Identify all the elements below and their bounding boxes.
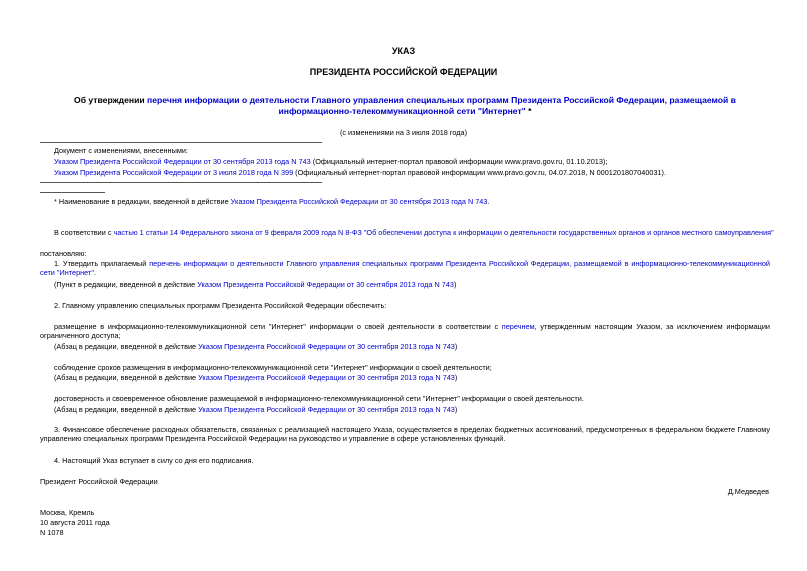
basis-law-link[interactable]: частью 1 статьи 14 Федерального закона от 9 февраля 2009 года N 8-ФЗ "Об обеспечении доступа к информации о деятельности государственных органов и органов местного самоуправления" [113,228,774,237]
change-item-link[interactable]: Указом Президента Российской Федерации от 3 июля 2018 года N 399 [54,168,294,177]
paragraph-note [54,373,457,382]
point-2c: достоверность и своевременное обновление размещаемой в информационно-телекоммуникационной сети "Интернет" информации о своей деятельности. [54,394,584,403]
note-prefix: (Абзац в редакции, введенной в действие [54,405,199,414]
footnote-suffix: . [487,197,490,206]
point-2a-suffix: , утвержденным настоящим Указом, за исключением информации ограниченного доступа; [40,322,770,341]
footnote-link[interactable]: Указом Президента Российской Федерации от 30 сентября 2013 года N 743 [230,197,488,206]
basis-prefix: В соответствии с [54,228,114,237]
signing-place: Москва, Кремль [40,508,95,517]
point-1-suffix: . [93,268,96,278]
footnote [54,197,489,206]
title-link[interactable]: перечня информации о деятельности Главного управления специальных программ Президента Российской Федерации, размещаемой в информационно-телекоммуникационной сети "Интернет" [147,95,736,116]
divider [40,182,322,183]
list-link[interactable]: перечнем [501,322,535,331]
note-suffix: ) [454,373,458,382]
change-item-text: (Официальный интернет-портал правовой информации www.pravo.gov.ru, 04.07.2018, N 0001201807040031). [293,168,667,177]
paragraph-note [54,405,457,414]
divider [40,142,322,143]
point-2a-prefix: размещение в информационно-телекоммуникационной сети "Интернет" информации о своей деятельности в соответствии с [54,322,502,331]
point-1-note [54,280,456,289]
note-link[interactable]: Указом Президента Российской Федерации от 30 сентября 2013 года N 743 [198,405,455,414]
change-item [54,168,666,177]
signatory-position: Президент Российской Федерации [40,477,158,486]
footnote-prefix: * Наименование в редакции, введенной в действие [54,197,231,206]
signing-date: 10 августа 2011 года [40,518,110,527]
point-2b: соблюдение сроков размещения в информационно-телекоммуникационной сети "Интернет" информации о своей деятельности; [54,363,492,372]
note-suffix: ) [453,280,457,289]
decree-word: постановляю: [40,249,87,258]
note-link[interactable]: Указом Президента Российской Федерации от 30 сентября 2013 года N 743 [198,342,455,351]
basis-paragraph [54,228,774,237]
revision-note: (с изменениями на 3 июля 2018 года) [339,128,468,137]
decree-heading: УКАЗ [391,46,416,56]
change-item [54,157,607,166]
footnote-divider [40,192,105,193]
signatory-name: Д.Медведев [727,487,769,496]
note-prefix: (Абзац в редакции, введенной в действие [54,342,199,351]
note-prefix: (Абзац в редакции, введенной в действие [54,373,199,382]
title-prefix: Об утверждении [74,95,148,105]
title-suffix: * [525,106,532,116]
note-link[interactable]: Указом Президента Российской Федерации от 30 сентября 2013 года N 743 [198,373,455,382]
point-1-prefix: 1. Утвердить прилагаемый [54,259,150,268]
changes-intro: Документ с изменениями, внесенными: [54,146,188,155]
note-prefix: (Пункт в редакции, введенной в действие [54,280,198,289]
point-2: 2. Главному управлению специальных программ Президента Российской Федерации обеспечить: [54,301,387,310]
change-item-link[interactable]: Указом Президента Российской Федерации от 30 сентября 2013 года N 743 [54,157,311,166]
document-title [40,95,770,117]
note-link[interactable]: Указом Президента Российской Федерации от 30 сентября 2013 года N 743 [197,280,454,289]
point-1 [40,259,770,278]
note-suffix: ) [454,405,458,414]
point-2a [40,322,770,341]
point-3: 3. Финансовое обеспечение расходных обязательств, связанных с реализацией настоящего Указа, осуществляется в пределах бюджетных ассигнований, предусмотренных в федеральном бюджете Главному управлению специальных программ Президента Российской Федерации на руководство и управление в сфере установленных функций. [40,425,770,444]
note-suffix: ) [454,342,458,351]
paragraph-note [54,342,457,351]
change-item-text: (Официальный интернет-портал правовой информации www.pravo.gov.ru, 01.10.2013); [310,157,608,166]
point-1-link[interactable]: перечень информации о деятельности Главного управления специальных программ Президента Российской Федерации, размещаемой в информационно-телекоммуникационной сети "Интернет" [40,259,770,278]
decree-number: N 1078 [40,528,64,537]
president-heading: ПРЕЗИДЕНТА РОССИЙСКОЙ ФЕДЕРАЦИИ [309,67,498,77]
point-4: 4. Настоящий Указ вступает в силу со дня его подписания. [54,456,254,465]
